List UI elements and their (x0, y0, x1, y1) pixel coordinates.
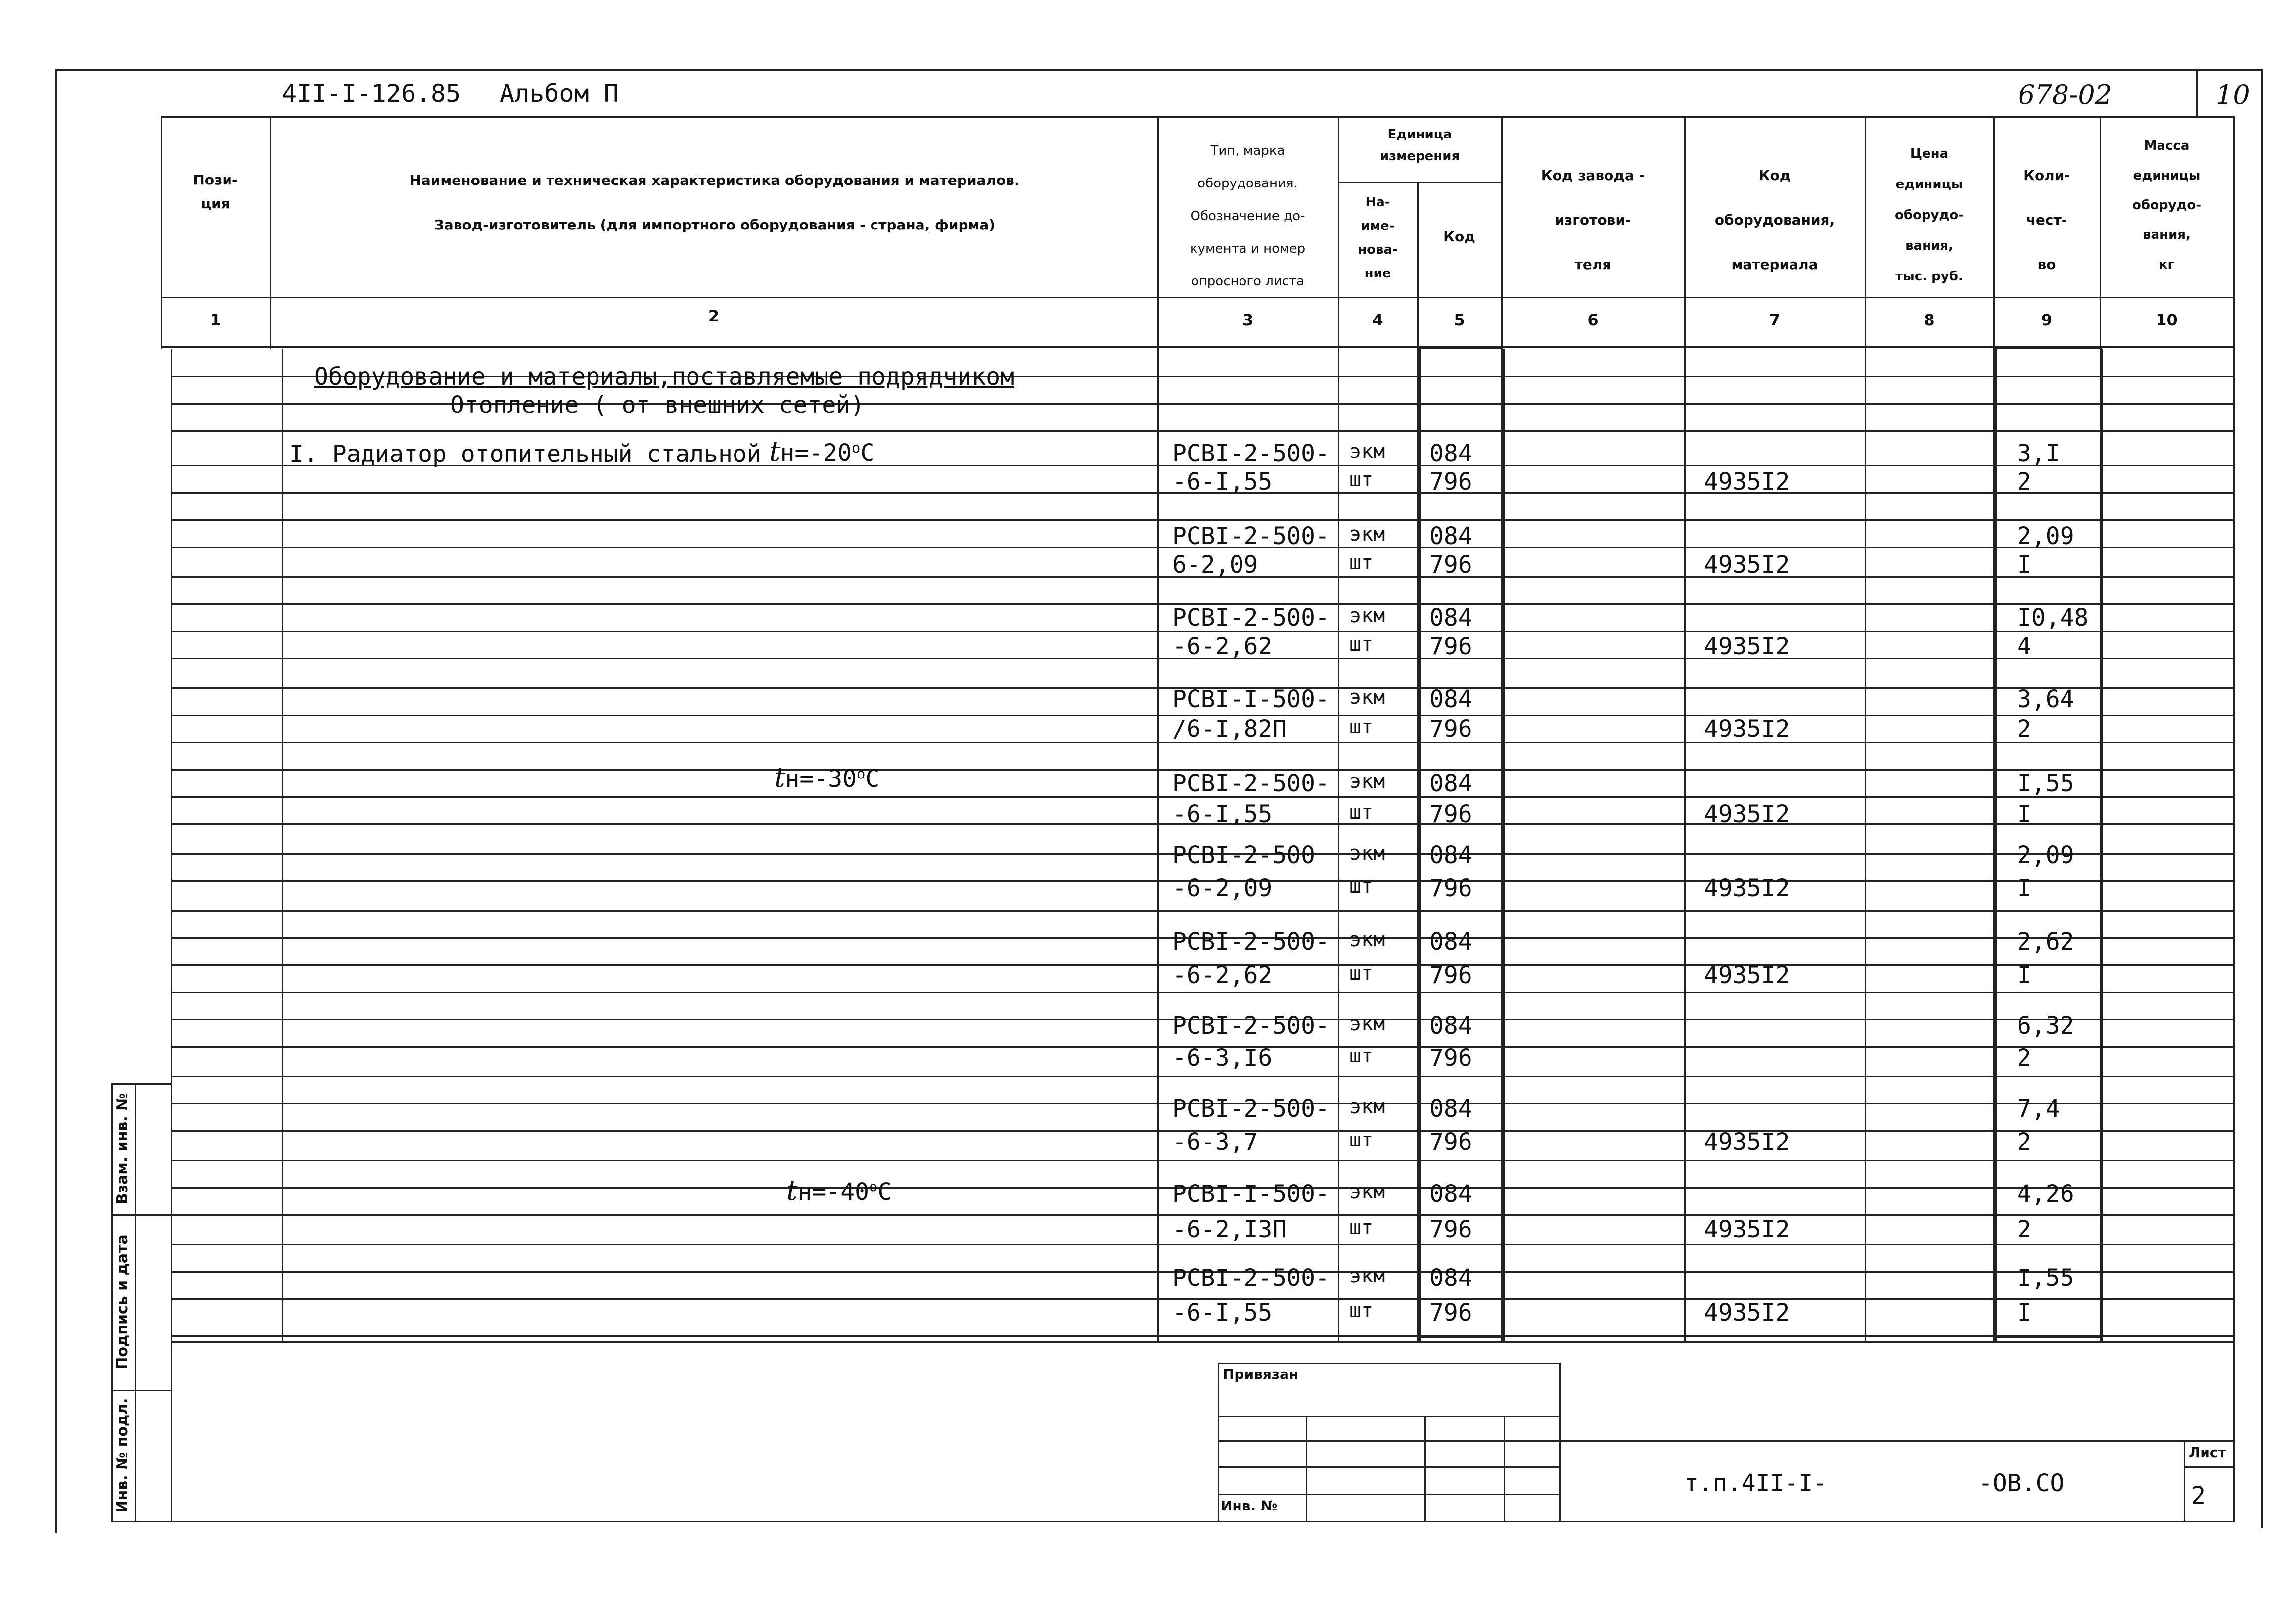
quantity-cell: I0,48 (2017, 604, 2089, 632)
type-cell: -6-I,55 (1172, 800, 1273, 828)
quantity-cell: 6,32 (2017, 1012, 2074, 1040)
unit-cell: экм (1349, 1181, 1385, 1203)
col-header-5: Код (1443, 229, 1475, 245)
temp-value-1: н=-20 (780, 439, 852, 467)
side-strip-div2 (111, 1390, 171, 1391)
unit-code-cell: 084 (1429, 1180, 1472, 1208)
footer-right-line (2233, 1341, 2235, 1522)
equipment-code-cell: 4935I2 (1704, 468, 1790, 496)
degree-o-2: о (857, 765, 866, 782)
t-symbol-1: t (769, 436, 781, 468)
type-cell: РСВI-2-500- (1172, 604, 1330, 632)
unit-code-cell: 084 (1429, 770, 1472, 797)
body-column-line (1865, 349, 1866, 1341)
temp-value-2: н=-30 (785, 765, 857, 793)
type-cell: -6-I,55 (1172, 1299, 1273, 1327)
colnum-bottom-border (161, 346, 2233, 348)
col-header-2: Наименование и техническая характеристика оборудования и материалов. Завод-изготовитель (для импортного оборудования - страна, фирма) (410, 172, 1020, 233)
unit-cell: шт (1349, 1045, 1374, 1067)
body-column-line (1157, 349, 1159, 1341)
quantity-cell: 2 (2017, 1044, 2031, 1072)
unit-cell: шт (1349, 633, 1374, 656)
equipment-code-cell: 4935I2 (1704, 551, 1790, 579)
type-cell: РСВI-2-500- (1172, 522, 1330, 550)
doc-code: 4II-I-126.85 (282, 79, 461, 108)
equipment-code-cell: 4935I2 (1704, 800, 1790, 828)
quantity-cell: 4,26 (2017, 1180, 2074, 1208)
thick-frame-top (1993, 346, 2102, 349)
unit-cell: шт (1349, 551, 1374, 574)
footer-top-line (171, 1341, 2233, 1343)
frame-top-border (55, 69, 2261, 71)
stamp-code: 678-02 (2018, 79, 2112, 110)
equipment-code-cell: 4935I2 (1704, 1128, 1790, 1156)
quantity-cell: 2 (2017, 1216, 2031, 1243)
degree-unit-3: С (877, 1178, 892, 1206)
unit-cell: экм (1349, 928, 1385, 951)
unit-cell: экм (1349, 604, 1385, 627)
col-header-4: На- име- нова- ние (1358, 195, 1398, 281)
col-header-8: Цена единицы оборудо- вания, тыс. руб. (1894, 146, 1964, 284)
unit-code-cell: 796 (1429, 1128, 1472, 1156)
thick-frame-bottom (1417, 1335, 1503, 1338)
privyazan-col1 (1306, 1416, 1307, 1521)
equipment-code-cell: 4935I2 (1704, 715, 1790, 743)
body-column-line (1338, 349, 1339, 1341)
quantity-cell: 2,62 (2017, 928, 2074, 956)
quantity-cell: 2 (2017, 468, 2031, 496)
unit-code-cell: 796 (1429, 1216, 1472, 1243)
col-header-6: Код завода - изготови- теля (1541, 167, 1645, 273)
col-num-6: 6 (1587, 311, 1599, 329)
privyazan-top (1218, 1363, 1559, 1364)
degree-o-3: о (869, 1178, 878, 1195)
side-strip-div1 (111, 1214, 171, 1216)
equipment-code-cell: 4935I2 (1704, 874, 1790, 902)
thick-frame-bottom (1993, 1335, 2102, 1338)
unit-group-header: Единица измерения (1379, 127, 1460, 164)
titleblock-top (1559, 1440, 2234, 1442)
degree-o-1: о (852, 439, 861, 456)
unit-code-cell: 796 (1429, 1299, 1472, 1327)
quantity-cell: I (2017, 551, 2031, 579)
privyazan-col2 (1424, 1416, 1426, 1521)
unit-cell: шт (1349, 801, 1374, 823)
sheet-number: 2 (2191, 1482, 2205, 1510)
type-cell: РСВI-2-500- (1172, 440, 1330, 467)
unit-cell: шт (1349, 875, 1374, 898)
body-column-line (2100, 349, 2103, 1341)
body-column-line (1417, 349, 1421, 1341)
col-num-2: 2 (708, 307, 720, 325)
unit-cell: шт (1349, 716, 1374, 738)
unit-cell: экм (1349, 1096, 1385, 1118)
unit-code-cell: 796 (1429, 874, 1472, 902)
quantity-cell: I (2017, 1299, 2031, 1327)
unit-cell: экм (1349, 523, 1385, 546)
type-cell: -6-2,62 (1172, 633, 1273, 660)
t-symbol-2: t (774, 762, 785, 794)
unit-code-cell: 084 (1429, 440, 1472, 467)
album-label: Альбом П (500, 79, 619, 108)
col-num-5: 5 (1454, 311, 1465, 329)
type-cell: 6-2,09 (1172, 551, 1258, 579)
unit-code-cell: 796 (1429, 468, 1472, 496)
page-number: 10 (2216, 79, 2250, 110)
unit-cell: шт (1349, 1216, 1374, 1239)
privyazan-right (1559, 1363, 1561, 1521)
type-cell: -6-2,62 (1172, 961, 1273, 989)
body-row-line (171, 910, 2233, 912)
thick-frame-top (1417, 346, 1503, 349)
item-title: I. Радиатор отопительный стальной (289, 440, 761, 468)
type-cell: РСВI-I-500- (1172, 686, 1330, 713)
col-num-3: 3 (1242, 311, 1254, 329)
unit-code-cell: 796 (1429, 551, 1472, 579)
unit-cell: экм (1349, 1012, 1385, 1035)
col-header-10: Масса единицы оборудо- вания, кг (2132, 138, 2202, 272)
unit-cell: шт (1349, 962, 1374, 985)
unit-code-cell: 796 (1429, 800, 1472, 828)
quantity-cell: 7,4 (2017, 1095, 2060, 1123)
col-num-7: 7 (1769, 311, 1781, 329)
unit-code-cell: 796 (1429, 715, 1472, 743)
type-cell: -6-3,7 (1172, 1128, 1258, 1156)
quantity-cell: 2,09 (2017, 522, 2074, 550)
privyazan-col3 (1504, 1416, 1505, 1521)
privyazan-row1 (1218, 1416, 1559, 1417)
side-strip-right (171, 1083, 172, 1521)
unit-cell: экм (1349, 1265, 1385, 1287)
side-strip-left (111, 1083, 113, 1521)
doc-suffix: -ОВ.СО (1978, 1469, 2065, 1497)
temp-label-3 (786, 1177, 892, 1205)
privyazan-row4 (1218, 1494, 1559, 1495)
footer-bottom-line (111, 1521, 2233, 1522)
unit-cell: шт (1349, 468, 1374, 491)
quantity-cell: 4 (2017, 633, 2031, 660)
body-column-line (282, 349, 283, 1341)
sheet-cell-left (2184, 1440, 2185, 1522)
unit-group-divider (1338, 182, 1501, 183)
body-row-line (171, 1160, 2233, 1161)
unit-code-cell: 084 (1429, 604, 1472, 632)
quantity-cell: I,55 (2017, 770, 2074, 797)
quantity-cell: 2,09 (2017, 841, 2074, 869)
type-cell: РСВI-2-500- (1172, 770, 1330, 797)
unit-code-cell: 084 (1429, 686, 1472, 713)
body-row-line (171, 1335, 2233, 1337)
body-row-line (171, 992, 2233, 993)
doc-ref: т.п.4II-I- (1684, 1469, 1827, 1497)
unit-code-cell: 084 (1429, 928, 1472, 956)
quantity-cell: 3,64 (2017, 686, 2074, 713)
body-column-line (2233, 349, 2235, 1341)
type-cell: /6-I,82П (1172, 715, 1287, 743)
type-cell: -6-I,55 (1172, 468, 1273, 496)
body-column-line (1993, 349, 1997, 1341)
unit-code-cell: 084 (1429, 1264, 1472, 1292)
sheet-label: Лист (2189, 1444, 2226, 1461)
page-number-divider (2196, 69, 2198, 116)
unit-cell: экм (1349, 440, 1385, 463)
quantity-cell: I (2017, 874, 2031, 902)
equipment-code-cell: 4935I2 (1704, 633, 1790, 660)
body-column-line (1501, 349, 1505, 1341)
inv-no-label: Инв. № (1221, 1498, 1278, 1514)
type-cell: РСВI-2-500- (1172, 1095, 1330, 1123)
type-cell: РСВI-I-500- (1172, 1180, 1330, 1208)
privyazan-left (1218, 1363, 1219, 1521)
quantity-cell: I (2017, 961, 2031, 989)
col-num-4: 4 (1372, 311, 1383, 329)
unit-cell: экм (1349, 686, 1385, 709)
type-cell: РСВI-2-500- (1172, 928, 1330, 956)
unit-code-cell: 084 (1429, 522, 1472, 550)
frame-right-border (2261, 69, 2263, 1528)
col-num-8: 8 (1924, 311, 1935, 329)
body-row-line (171, 519, 2233, 521)
privyazan-row2 (1218, 1440, 1559, 1442)
col-num-9: 9 (2041, 311, 2053, 329)
side-label-replace-inv: Взам. инв. № (114, 1093, 131, 1205)
degree-unit-1: С (860, 439, 875, 467)
temp-value-3: н=-40 (797, 1178, 870, 1206)
body-row-line (171, 1076, 2233, 1077)
section-title: Оборудование и материалы,поставляемые подрядчиком (314, 363, 1015, 391)
body-column-line (1684, 349, 1686, 1341)
col-header-9: Коли- чест- во (2023, 167, 2070, 273)
unit-code-cell: 796 (1429, 1044, 1472, 1072)
privyazan-label: Привязан (1223, 1366, 1299, 1382)
sheet-cell-divider (2184, 1466, 2233, 1468)
unit-cell: шт (1349, 1129, 1374, 1151)
equipment-code-cell: 4935I2 (1704, 1299, 1790, 1327)
unit-cell: экм (1349, 770, 1385, 793)
unit-cell: шт (1349, 1299, 1374, 1322)
unit-code-cell: 084 (1429, 1012, 1472, 1040)
col-num-1: 1 (210, 311, 221, 329)
body-row-line (171, 430, 2233, 432)
side-label-inv-original: Инв. № подл. (114, 1398, 131, 1513)
unit-code-cell: 796 (1429, 961, 1472, 989)
degree-unit-2: С (865, 765, 880, 793)
type-cell: -6-3,I6 (1172, 1044, 1273, 1072)
temp-label-1 (769, 438, 874, 466)
section-subtitle: Отопление ( от внешних сетей) (450, 391, 865, 419)
frame-left-border (55, 69, 57, 1533)
side-strip-inner (135, 1083, 136, 1521)
body-row-line (171, 1244, 2233, 1245)
type-cell: РСВI-2-500- (1172, 1264, 1330, 1292)
type-cell: -6-2,I3П (1172, 1216, 1287, 1243)
table-top-border (161, 116, 2233, 118)
type-cell: -6-2,09 (1172, 874, 1273, 902)
t-symbol-3: t (786, 1175, 798, 1207)
side-strip-top (111, 1083, 171, 1085)
quantity-cell: 2 (2017, 715, 2031, 743)
col-header-7: Код оборудования, материала (1714, 167, 1835, 273)
unit-cell: экм (1349, 842, 1385, 865)
quantity-cell: 2 (2017, 1128, 2031, 1156)
quantity-cell: 3,I (2017, 440, 2060, 467)
equipment-code-cell: 4935I2 (1704, 961, 1790, 989)
type-cell: РСВI-2-500- (1172, 1012, 1330, 1040)
unit-code-cell: 084 (1429, 1095, 1472, 1123)
quantity-cell: I (2017, 800, 2031, 828)
type-cell: РСВI-2-500 (1172, 841, 1315, 869)
equipment-code-cell: 4935I2 (1704, 1216, 1790, 1243)
privyazan-row3 (1218, 1466, 1559, 1468)
quantity-cell: I,55 (2017, 1264, 2074, 1292)
col-num-10: 10 (2156, 311, 2178, 329)
side-label-signature-date: Подпись и дата (114, 1235, 131, 1370)
temp-label-2 (774, 764, 879, 792)
col-header-3: Тип, марка оборудования. Обозначение до- кумента и номер опросного листа (1190, 143, 1306, 289)
col-line-10 (2233, 116, 2235, 349)
unit-code-cell: 084 (1429, 841, 1472, 869)
unit-code-cell: 796 (1429, 633, 1472, 660)
col-header-1: Пози- ция (193, 172, 238, 212)
